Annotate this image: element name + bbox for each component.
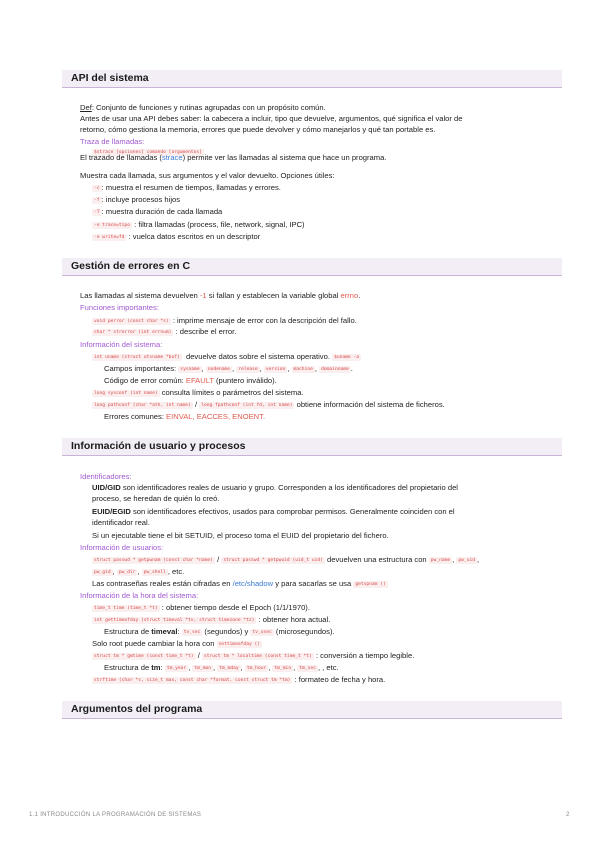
getpw-line: struct passwd * getpwnam (const char *name) / struct passwd * getpwuid (uid_t uid) devuelven una estructura con pw_name , pw_uid , <box>94 555 480 564</box>
page-number: 2 <box>566 812 570 818</box>
option-item: -T : muestra duración de cada llamada <box>94 207 223 216</box>
paragraph-line: Antes de usar una API debes saber: la cabecera a incluir, tipo que devuelve, argumentos, qué significa el valor de <box>80 114 463 123</box>
section-title: Gestión de errores en C <box>71 260 191 272</box>
strftime-line: strftime (char *s, size_t max, const char *format, const struct tm *tm) : formateo de fecha y hora. <box>94 675 386 684</box>
campos-line: Campos importantes: sysname , nodename , release , version , machine , domainname . <box>104 364 353 373</box>
section-title: API del sistema <box>71 72 149 84</box>
subheading-hora: Información de la hora del sistema: <box>80 591 199 600</box>
subheading-usuarios: Información de usuarios: <box>80 543 164 552</box>
subheading-funciones: Funciones importantes: <box>80 303 159 312</box>
definition-line: Def: Conjunto de funciones y rutinas agrupadas con un propósito común. <box>80 103 326 112</box>
footer-chapter: 1.1 INTRODUCCIÓN LA PROGRAMACIÓN DE SISTEMAS <box>29 812 202 818</box>
settimeofday-line: Solo root puede cambiar la hora con settimeofday () <box>92 639 261 648</box>
section-title: Información de usuario y procesos <box>71 440 246 452</box>
subheading-info-sistema: Información del sistema: <box>80 340 163 349</box>
euid-line-2: identificador real. <box>92 518 150 527</box>
errores-comunes-line: Errores comunes: EINVAL, EACCES, ENOENT. <box>104 412 266 421</box>
setuid-line: Si un ejecutable tiene el bit SETUID, el proceso toma el EUID del propietario del fichero. <box>92 531 389 540</box>
paragraph-line: retorno, cómo gestiona la memoria, errores que puede devolver y cómo manejarlos y qué tan portable es. <box>80 125 436 134</box>
subheading-identificadores: Identificadores: <box>80 472 132 481</box>
shadow-line: Las contraseñas reales están cifradas en /etc/shadow y para sacarlas se usa getspnam () <box>92 579 386 588</box>
options-intro: Muestra cada llamada, sus argumentos y el valor devuelto. Opciones útiles: <box>80 171 335 180</box>
strace-description: El trazado de llamadas (strace) permite ver las llamadas al sistema que hace un programa. <box>80 153 387 162</box>
pathconf-line: long pathconf (char *ath, int name) / long fpathconf (int fd, int name) obtiene información del sistema de ficheros. <box>94 400 445 409</box>
euid-line: EUID/EGID son identificadores efectivos, usados para comprobar permisos. Generalmente coinciden con el <box>92 507 455 516</box>
option-item: -e trace=tipo : filtra llamadas (process, file, network, signal, IPC) <box>94 220 305 229</box>
uid-line: UID/GID son identificadores reales de usuario y grupo. Corresponden a los identificadores del propietario del <box>92 483 458 492</box>
errno-line: Las llamadas al sistema devuelven -1 si fallan y establecen la variable global errno. <box>80 291 361 300</box>
uid-line-2: proceso, se heredan de quién lo creó. <box>92 494 220 503</box>
section-header-usuario <box>62 438 562 456</box>
subheading-traza: Traza de llamadas: <box>80 137 145 146</box>
section-title: Argumentos del programa <box>71 703 203 715</box>
tm-line: Estructura de tm: tm_year , tm_mon , tm_mday , tm_hour , tm_min , tm_sec , , etc. <box>104 663 339 672</box>
strace-syntax: $strace [opciones] comando [argumentos] <box>94 149 202 155</box>
sysconf-line: long sysconf (int name) consulta límites o parámetros del sistema. <box>94 388 304 397</box>
gmtime-line: struct tm * gmtime (const time_t *t) / struct tm * localtime (const time_t *t) : conversión a tiempo legible. <box>94 651 415 660</box>
gettimeofday-line: int gettimeofday (struct timeval *tv, struct timezone *tz) : obtener hora actual. <box>94 615 331 624</box>
efault-line: Código de error común: EFAULT (puntero inválido). <box>104 376 277 385</box>
option-item: -f : incluye procesos hijos <box>94 195 181 204</box>
strerror-line: char * strerror (int errnum) : describe el error. <box>94 327 237 336</box>
timeval-line: Estructura de timeval: tv_sec (segundos) y tv_usec (microsegundos). <box>104 627 335 636</box>
option-item: -c : muestra el resumen de tiempos, llamadas y errores. <box>94 183 281 192</box>
option-item: -e write=fd : vuelca datos escritos en un descriptor <box>94 232 261 241</box>
section-header-api <box>62 70 562 88</box>
pw-fields-line: pw_gid , pw_dir , pw_shell , etc. <box>94 567 185 576</box>
section-header-errores <box>62 258 562 276</box>
uname-line: int uname (struct utsname *buf) devuelve datos sobre el sistema operativo. $uname -a <box>94 352 359 361</box>
perror-line: void perror (const char *s) : imprime mensaje de error con la descripción del fallo. <box>94 316 357 325</box>
time-line: time_t time (time_t *t) : obtener tiempo desde el Epoch (1/1/1970). <box>94 603 310 612</box>
section-header-argumentos <box>62 701 562 719</box>
